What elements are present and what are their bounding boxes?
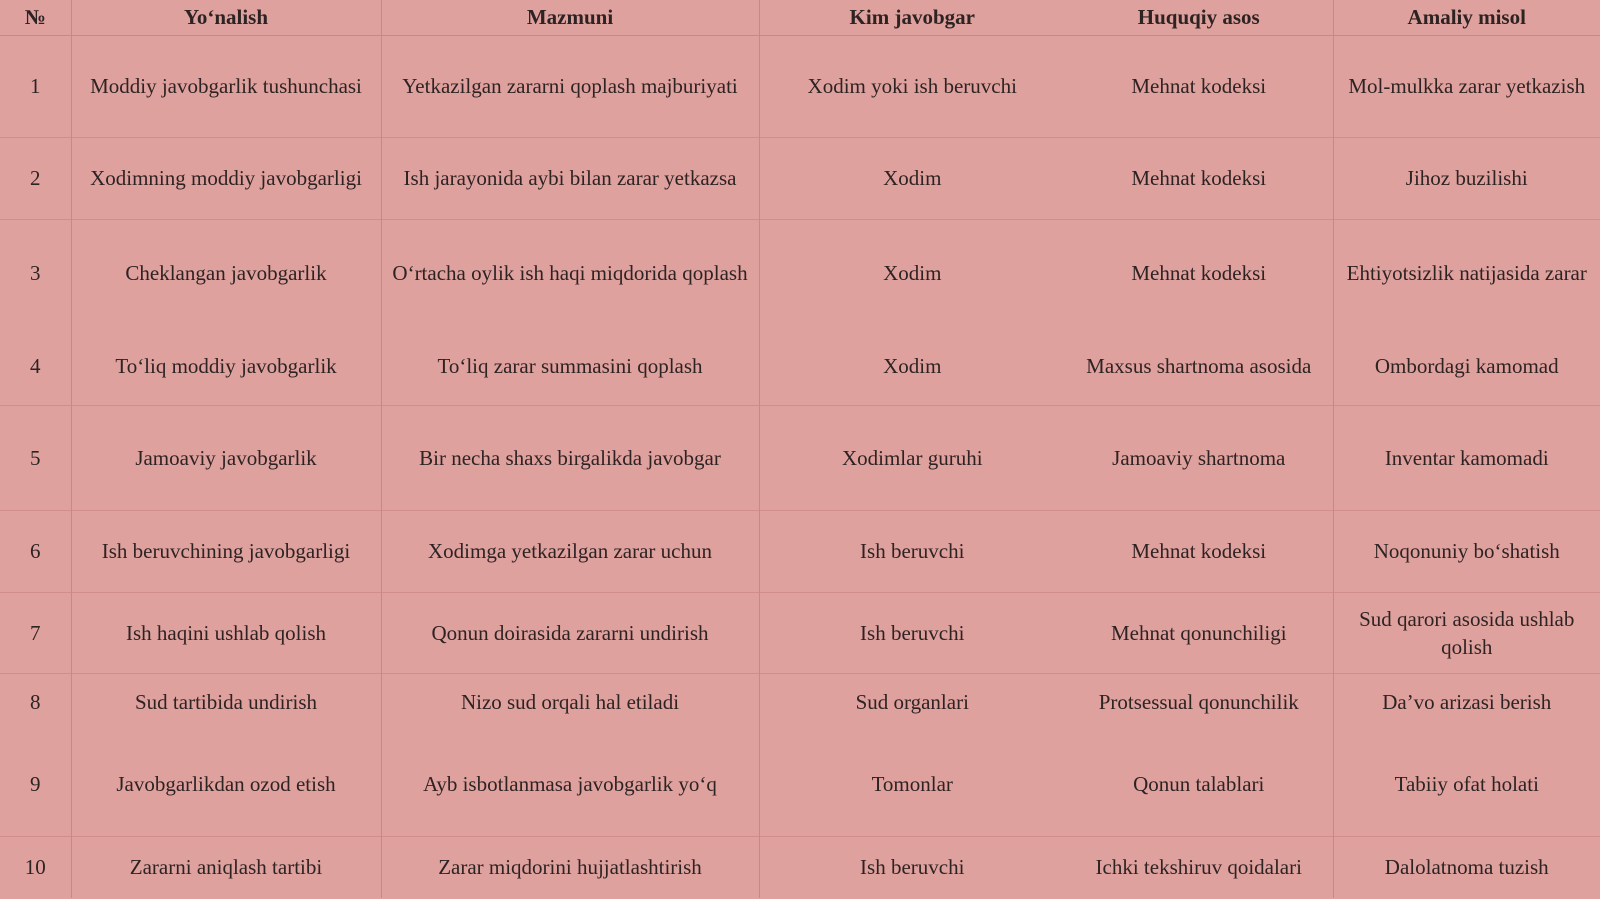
cell-responsible: Xodim <box>883 354 942 378</box>
cell-legal-basis: Mehnat kodeksi <box>1065 510 1333 592</box>
cell-direction: Ish beruvchining javobgarligi <box>71 510 381 592</box>
header-number: № <box>0 0 71 35</box>
cell-responsible: Xodim <box>759 219 1065 327</box>
table-row <box>0 592 1600 673</box>
cell-number: 9 <box>0 731 71 836</box>
cell-number: 6 <box>0 510 71 592</box>
cell-direction: Moddiy javobgarlik tushunchasi <box>71 35 381 137</box>
table-row <box>0 673 1600 731</box>
cell-content: Ayb isbotlanmasa javobgarlik yo‘q <box>381 731 759 836</box>
cell-legal-basis: Protsessual qonunchilik <box>1065 673 1333 731</box>
cell-content: Yetkazilgan zararni qoplash majburiyati <box>381 35 759 137</box>
cell-legal-basis: Mehnat kodeksi <box>1065 137 1333 219</box>
cell-content: Bir necha shaxs birgalikda javobgar <box>381 405 759 510</box>
cell-content: O‘rtacha oylik ish haqi miqdorida qoplash <box>381 219 759 327</box>
cell-example: Sud qarori asosida ushlab qolish <box>1333 592 1600 673</box>
cell-direction: Javobgarlikdan ozod etish <box>71 731 381 836</box>
cell-example: Tabiiy ofat holati <box>1394 771 1539 796</box>
table-row <box>0 510 1600 592</box>
cell-content: Xodimga yetkazilgan zarar uchun <box>381 510 759 592</box>
cell-number: 8 <box>0 673 71 731</box>
cell-example: Ombordagi kamomad <box>1374 354 1559 378</box>
cell-example: Mol-mulkka zarar yetkazish <box>1333 35 1600 137</box>
header-example: Amaliy misol <box>1333 0 1600 35</box>
header-responsible: Kim javobgar <box>759 0 1065 35</box>
cell-responsible: Ish beruvchi <box>759 510 1065 592</box>
table-header-row <box>0 0 1600 35</box>
cell-example: Dalolatnoma tuzish <box>1333 836 1600 898</box>
header-legal-basis: Huquqiy asos <box>1065 0 1333 35</box>
cell-legal-basis: Ichki tekshiruv qoidalari <box>1065 836 1333 898</box>
cell-direction: Cheklangan javobgarlik <box>71 219 381 327</box>
cell-example: Inventar kamomadi <box>1333 405 1600 510</box>
cell-example: Ehtiyotsizlik natijasida zarar <box>1333 219 1600 327</box>
cell-number: 5 <box>0 405 71 510</box>
cell-number: 7 <box>0 592 71 673</box>
cell-legal-basis: Mehnat qonunchiligi <box>1065 592 1333 673</box>
cell-example: Noqonuniy bo‘shatish <box>1333 510 1600 592</box>
table-row <box>0 731 1600 836</box>
cell-example: Da’vo arizasi berish <box>1333 673 1600 731</box>
cell-content: To‘liq zarar summasini qoplash <box>381 327 759 405</box>
cell-responsible: Xodimlar guruhi <box>759 405 1065 510</box>
cell-responsible: Sud organlari <box>759 673 1065 731</box>
table-row <box>0 137 1600 219</box>
table-row <box>0 35 1600 137</box>
cell-legal-basis: Mehnat kodeksi <box>1065 219 1333 327</box>
cell-content: Zarar miqdorini hujjatlashtirish <box>381 836 759 898</box>
cell-legal-basis: Jamoaviy shartnoma <box>1065 405 1333 510</box>
cell-responsible: Ish beruvchi <box>759 836 1065 898</box>
cell-responsible: Xodim yoki ish beruvchi <box>759 35 1065 137</box>
cell-direction: Xodimning moddiy javobgarligi <box>71 137 381 219</box>
cell-number: 1 <box>0 35 71 137</box>
table-row <box>0 405 1600 510</box>
cell-example: Jihoz buzilishi <box>1333 137 1600 219</box>
cell-number: 10 <box>0 836 71 898</box>
cell-direction: Zararni aniqlash tartibi <box>71 836 381 898</box>
table-row <box>0 219 1600 327</box>
cell-legal-basis: Maxsus shartnoma asosida <box>1065 327 1333 405</box>
header-content: Mazmuni <box>381 0 759 35</box>
cell-responsible: Tomonlar <box>871 771 953 796</box>
table-row <box>0 836 1600 898</box>
cell-legal-basis: Qonun talablari <box>1065 731 1333 836</box>
cell-number: 3 <box>0 219 71 327</box>
cell-number: 4 <box>0 327 71 405</box>
cell-number: 2 <box>0 137 71 219</box>
cell-content: Qonun doirasida zararni undirish <box>381 592 759 673</box>
cell-content: Ish jarayonida aybi bilan zarar yetkazsa <box>381 137 759 219</box>
cell-direction: Sud tartibida undirish <box>71 673 381 731</box>
header-direction: Yo‘nalish <box>71 0 381 35</box>
table-row <box>0 327 1600 405</box>
cell-responsible: Ish beruvchi <box>759 592 1065 673</box>
cell-responsible: Xodim <box>759 137 1065 219</box>
cell-legal-basis: Mehnat kodeksi <box>1065 35 1333 137</box>
cell-content: Nizo sud orqali hal etiladi <box>381 673 759 731</box>
cell-direction: Ish haqini ushlab qolish <box>71 592 381 673</box>
cell-direction: To‘liq moddiy javobgarlik <box>71 327 381 405</box>
cell-direction: Jamoaviy javobgarlik <box>71 405 381 510</box>
